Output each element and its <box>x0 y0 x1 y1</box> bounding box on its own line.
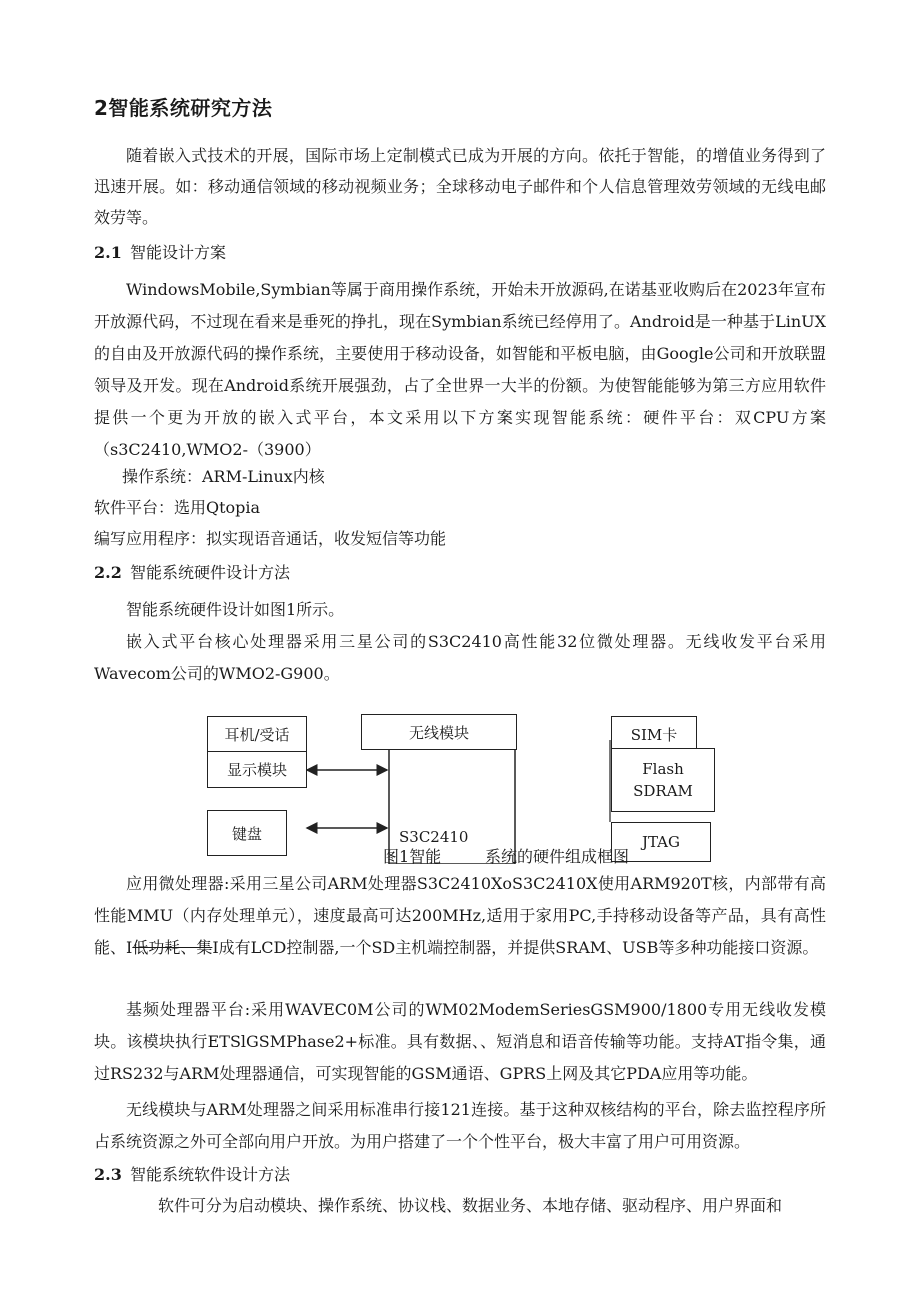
section-2-3-heading <box>94 1162 290 1185</box>
hardware-core-paragraph: 嵌入式平台核心处理器采用三星公司的S3C2410高性能32位微处理器。无线收发平台采用Wavecom公司的WMO2-G900。 <box>94 632 826 683</box>
wireless-module-box: 无线模块 <box>361 714 517 750</box>
figure-caption-part-a: 图1智能 <box>383 847 442 866</box>
microprocessor-text-a: 应用微处理器:采用三星公司ARM处理器S3C2410XoS3C2410X使用ARM920T核，内部带有高性能MMU（内存处理单元），速度最高可达200MHz,适用于家用PC,手持移动设备等产品，具有高性能、I <box>94 874 826 957</box>
figure-caption-part-b: 系统的硬件组成框图 <box>485 847 630 866</box>
microprocessor-paragraph <box>94 868 826 964</box>
dual-core-paragraph: 无线模块与ARM处理器之间采用标准串行接121连接。基于这种双核结构的平台，除去监控程序所占系统资源之外可全部向用户开放。为用户搭建了一个个性平台，极大丰富了用户可用资源。 <box>94 1100 826 1151</box>
os-line: 操作系统：ARM-Linux内核 <box>122 467 325 486</box>
sim-card-box: SIM卡 <box>611 716 697 752</box>
struck-text: 低功耗、集 <box>132 938 213 957</box>
software-design-paragraph: 软件可分为启动模块、操作系统、协议栈、数据业务、本地存储、驱动程序、用户界面和 <box>158 1196 783 1215</box>
cpu-label: S3C2410 <box>399 828 469 846</box>
section-number: 2.3 <box>94 1165 122 1184</box>
hardware-intro: 智能系统硬件设计如图1所示。 <box>126 600 345 619</box>
section-number: 2.1 <box>94 243 122 262</box>
section-2-1-paragraph: WindowsMobile,Symbian等属于商用操作系统，开始未开放源码,在诺基亚收购后在2023年宣布开放源代码，不过现在看来是垂死的挣扎，现在Symbian系统已经停用了。Android是一种基于LinUX的自由及开放源代码的操作系统，主要使用于移动设备，如智能和平板电脑，由Google公司和开放联盟领导及开发。现在Android系统开展强劲，占了全世界一大半的份额。为使智能能够为第三方应用软件提供一个更为开放的嵌入式平台，本文采用以下方案实现智能系统：硬件平台：双CPU方案（s3C2410,WMO2-（3900） <box>94 280 826 459</box>
section-title: 智能系统硬件设计方法 <box>130 563 291 582</box>
display-box: 显示模块 <box>207 752 307 788</box>
flash-label: Flash <box>642 760 684 778</box>
section-2-intro: 随着嵌入式技术的开展，国际市场上定制模式已成为开展的方向。依托于智能，的增值业务得到了迅速开展。如：移动通信领域的移动视频业务；全球移动电子邮件和个人信息管理效劳领域的无线电邮效劳等。 <box>94 146 826 227</box>
section-title: 智能系统软件设计方法 <box>130 1165 291 1184</box>
apps-line: 编写应用程序：拟实现语音通话，收发短信等功能 <box>94 529 447 548</box>
memory-box <box>611 748 715 812</box>
microprocessor-text-b: I成有LCD控制器,一个SD主机端控制器，并提供SRAM、USB等多种功能接口资源。 <box>212 938 819 957</box>
baseband-paragraph: 基频处理器平台:采用WAVEC0M公司的WM02ModemSeriesGSM900/1800专用无线收发模块。该模块执行ETSlGSMPhase2+标准。具有数据、、短消息和语音传输等功能。支持AT指令集，通过RS232与ARM处理器通信，可实现智能的GSM通语、GPRS上网及其它PDA应用等功能。 <box>94 1000 826 1083</box>
section-title: 智能设计方案 <box>130 243 227 262</box>
sdram-label: SDRAM <box>633 782 693 800</box>
jtag-box: JTAG <box>611 822 711 862</box>
keyboard-box: 键盘 <box>207 810 287 856</box>
software-line: 软件平台：选用Qtopia <box>94 498 261 517</box>
section-2-2-heading <box>94 560 290 583</box>
section-2-heading: 2智能系统研究方法 <box>94 96 273 120</box>
section-2-1-heading <box>94 240 226 263</box>
hardware-block-diagram <box>205 712 711 864</box>
section-number: 2.2 <box>94 563 122 582</box>
earphone-box: 耳机/受话 <box>207 716 307 752</box>
